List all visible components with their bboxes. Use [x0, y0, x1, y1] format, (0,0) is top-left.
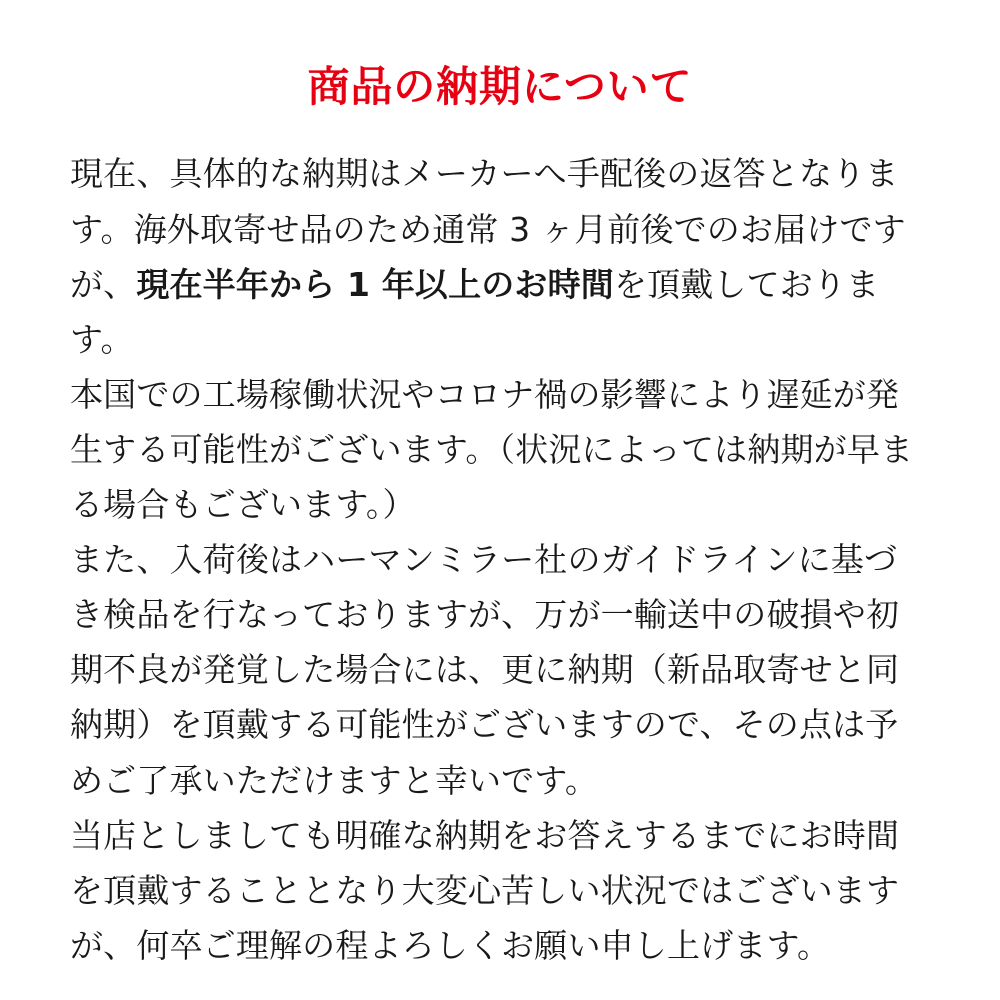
paragraph-1 [70, 146, 930, 366]
paragraph-4 [70, 808, 930, 973]
paragraph-2-run-1: 本国での工場稼働状況やコロナ禍の影響により遅延が発生する可能性がございます。（状況によっては納期が早まる場合もございます。） [70, 374, 914, 525]
paragraph-1-emphasis: 現在半年から 1 年以上のお時間 [136, 264, 614, 304]
page-title: 商品の納期について [307, 62, 693, 111]
paragraph-3-run-1: また、入荷後はハーマンミラー社のガイドラインに基づき検品を行なっておりますが、万が一輸送中の破損や初期不良が発覚した場合には、更に納期（新品取寄せと同納期）を頂戴する可能性がございますので、その点は予めご了承いただけますと幸いです。 [70, 540, 900, 800]
paragraph-2 [70, 367, 930, 532]
paragraph-3 [70, 532, 930, 808]
paragraph-4-run-1: 当店としましても明確な納期をお答えするまでにお時間を頂戴することとなり大変心苦しい状況ではございますが、何卒ご理解の程よろしくお願い申し上げます。 [70, 815, 900, 965]
paragraph-1-run-3: を頂戴しております。 [70, 264, 880, 359]
paragraph-1-run-1: 現在、具体的な納期はメーカーへ手配後の返答となります。海外取寄せ品のため通常 3 ヶ月前後でのお届けですが、 [70, 154, 906, 304]
notice-body [70, 146, 930, 973]
